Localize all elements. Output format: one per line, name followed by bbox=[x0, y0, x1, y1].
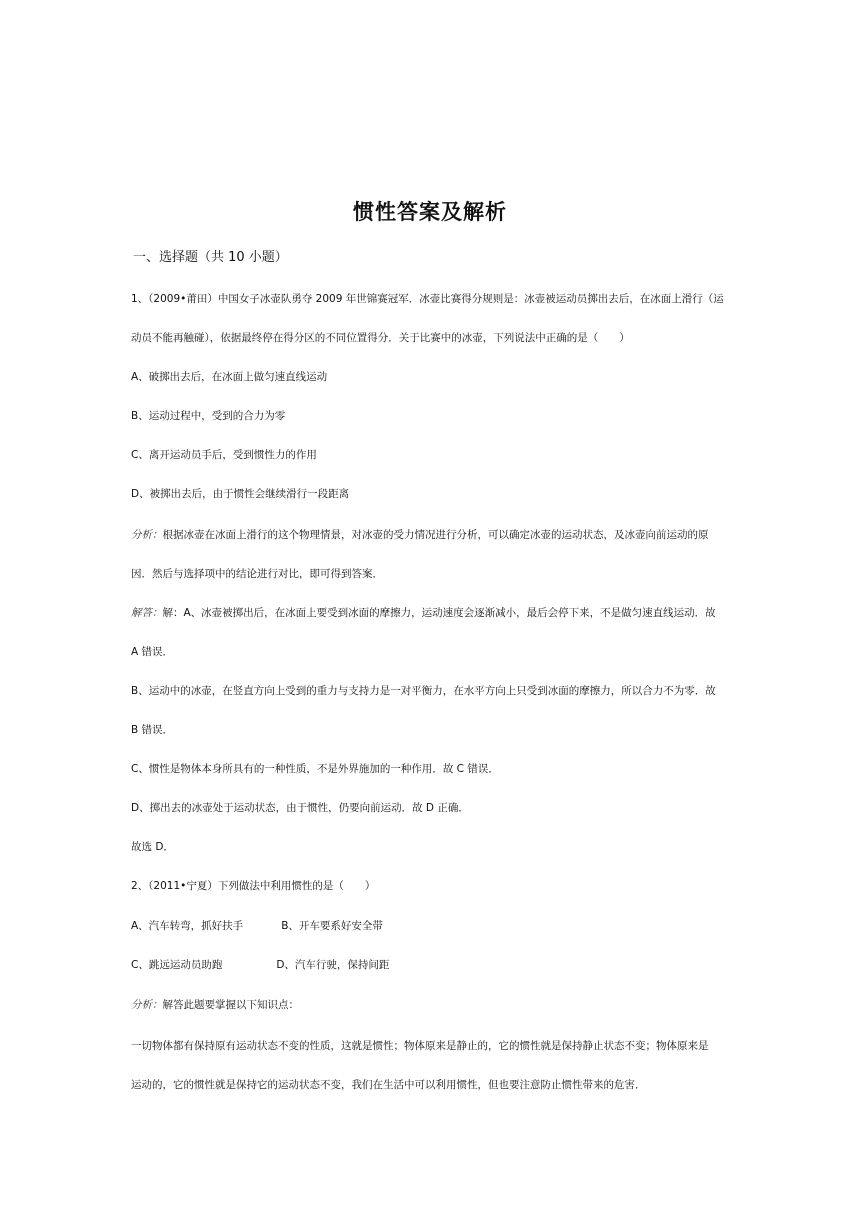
q1-option-a: A、破掷出去后，在冰面上做匀速直线运动 bbox=[131, 371, 328, 383]
q1-solution-text1: 解：A、冰壶被掷出后，在冰面上要受到冰面的摩擦力，运动速度会逐渐减小，最后会停下来，不是做匀速直线运动．故 bbox=[162, 607, 716, 619]
q1-stem-line2: 动员不能再触碰），依据最终停在得分区的不同位置得分．关于比赛中的冰壶，下列说法中正确的是（ ） bbox=[131, 332, 630, 344]
q1-conclusion: 故选 D． bbox=[131, 841, 174, 853]
q1-analysis-text1: 根据冰壶在冰面上滑行的这个物理情景，对冰壶的受力情况进行分析，可以确定冰壶的运动状态，及冰壶向前运动的原 bbox=[162, 529, 709, 541]
q1-solution-line5: C、惯性是物体本身所具有的一种性质，不是外界施加的一种作用．故 C 错误． bbox=[131, 763, 499, 775]
q1-analysis-line1 bbox=[131, 528, 709, 542]
q2-option-a: A、汽车转弯，抓好扶手 bbox=[131, 920, 244, 932]
q1-solution-label: 解答： bbox=[131, 607, 163, 619]
q2-analysis-line2: 一切物体都有保持原有运动状态不变的性质，这就是惯性；物体原来是静止的，它的惯性就是保持静止状态不变；物体原来是 bbox=[131, 1040, 709, 1052]
q2-option-d: D、汽车行驶，保持间距 bbox=[276, 959, 390, 971]
q2-analysis-text1: 解答此题要掌握以下知识点： bbox=[162, 999, 299, 1011]
q1-solution-line6: D、掷出去的冰壶处于运动状态，由于惯性，仍要向前运动．故 D 正确． bbox=[131, 802, 469, 814]
q1-solution-line3: B、运动中的冰壶，在竖直方向上受到的重力与支持力是一对平衡力，在水平方向上只受到冰面的摩擦力，所以合力不为零．故 bbox=[131, 685, 716, 697]
q2-options-row2 bbox=[131, 958, 389, 972]
q1-analysis-line2: 因．然后与选择项中的结论进行对比，即可得到答案． bbox=[131, 568, 383, 580]
q2-analysis-line1 bbox=[131, 998, 299, 1012]
q2-option-c: C、跳远运动员助跑 bbox=[131, 959, 223, 971]
q2-analysis-line3: 运动的，它的惯性就是保持它的运动状态不变，我们在生活中可以利用惯性，但也要注意防止惯性带来的危害． bbox=[131, 1079, 646, 1091]
q2-options-row1 bbox=[131, 919, 383, 933]
q1-solution-line2: A 错误． bbox=[131, 646, 174, 658]
document-title: 惯性答案及解析 bbox=[353, 200, 507, 224]
q1-analysis-label: 分析： bbox=[131, 529, 163, 541]
q2-stem: 2、（2011•宁夏）下列做法中利用惯性的是（ ） bbox=[131, 880, 376, 892]
q1-option-d: D、被掷出去后，由于惯性会继续滑行一段距离 bbox=[131, 488, 350, 500]
q1-option-b: B、运动过程中，受到的合力为零 bbox=[131, 410, 286, 422]
q1-solution-line4: B 错误． bbox=[131, 724, 174, 736]
q1-option-c: C、离开运动员手后，受到惯性力的作用 bbox=[131, 449, 317, 461]
q2-analysis-label: 分析： bbox=[131, 999, 163, 1011]
q1-stem-line1: 1、（2009•莆田）中国女子冰壶队勇夺 2009 年世锦赛冠军．冰壶比赛得分规则是：冰壶被运动员掷出去后，在冰面上滑行（运 bbox=[131, 293, 724, 305]
q1-solution-line1 bbox=[131, 606, 716, 620]
q2-option-b: B、开车要系好安全带 bbox=[281, 920, 383, 932]
section-heading: 一、选择题（共 10 小题） bbox=[133, 250, 288, 265]
